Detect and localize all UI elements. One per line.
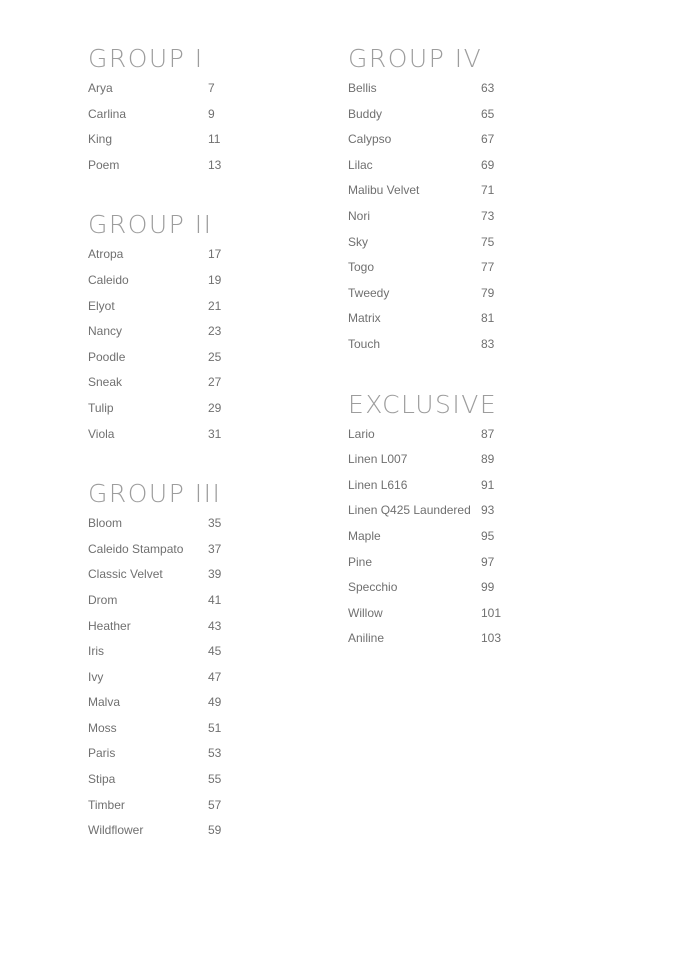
entry-page-number: 99 — [481, 580, 495, 595]
toc-entry — [348, 447, 501, 473]
entry-page-number: 81 — [481, 311, 495, 326]
toc-group — [88, 210, 221, 447]
group-heading: EXCLUSIVE — [348, 389, 498, 419]
entry-name: Willow — [348, 605, 383, 620]
toc-entry — [348, 127, 501, 153]
entry-page-number: 79 — [481, 285, 495, 300]
toc-entry — [88, 242, 221, 268]
entry-name: Nancy — [88, 324, 123, 339]
entry-page-number: 57 — [208, 797, 222, 812]
entry-name: Classic Velvet — [88, 567, 163, 582]
entry-name: Linen L007 — [348, 452, 408, 467]
toc-entry — [88, 665, 221, 691]
toc-entry — [88, 76, 221, 102]
entry-name: Malva — [88, 695, 121, 710]
entry-name: Stipa — [88, 772, 116, 787]
entry-name: Maple — [348, 528, 381, 543]
group-heading: GROUP IV — [348, 44, 483, 73]
entry-name: Bloom — [88, 516, 123, 531]
entry-page-number: 69 — [481, 157, 495, 172]
entry-page-number: 101 — [481, 605, 502, 620]
entry-name: Linen L616 — [348, 477, 408, 492]
entry-page-number: 71 — [481, 183, 495, 198]
entry-name: Tweedy — [348, 285, 390, 300]
entry-name: Specchio — [348, 580, 398, 595]
entry-page-number: 77 — [481, 260, 495, 275]
toc-entry — [88, 639, 221, 665]
entry-page-number: 59 — [208, 823, 222, 838]
entry-page-number: 67 — [481, 132, 495, 147]
toc-column-left — [88, 44, 221, 876]
entry-page-number: 73 — [481, 208, 495, 223]
toc-entry — [88, 422, 221, 448]
group-heading: GROUP III — [88, 479, 222, 509]
toc-group — [348, 390, 501, 652]
entry-name: Caleido Stampato — [88, 541, 184, 556]
entry-name: Sneak — [88, 375, 123, 390]
toc-entry — [348, 332, 501, 358]
entry-name: Sky — [348, 234, 369, 249]
toc-entry — [348, 473, 501, 499]
toc-entry — [88, 396, 221, 422]
toc-entry — [88, 767, 221, 793]
entry-name: Calypso — [348, 132, 392, 147]
entry-name: Viola — [88, 426, 115, 441]
entry-name: Drom — [88, 592, 118, 607]
entry-name: Arya — [88, 81, 113, 95]
toc-entry — [88, 741, 221, 767]
entry-page-number: 27 — [208, 375, 222, 390]
toc-entry — [88, 562, 221, 588]
entry-page-number: 9 — [208, 106, 215, 121]
toc-entry — [348, 524, 501, 550]
entry-page-number: 13 — [208, 157, 222, 172]
entry-name: Elyot — [88, 298, 115, 313]
entry-page-number: 11 — [208, 132, 221, 147]
entry-page-number: 83 — [481, 336, 495, 351]
toc-entry — [348, 306, 501, 332]
entry-name: Bellis — [348, 81, 377, 95]
entry-page-number: 31 — [208, 426, 222, 441]
entry-name: Lilac — [348, 157, 373, 172]
toc-entry — [88, 294, 221, 320]
entry-name: Ivy — [88, 669, 104, 684]
group-heading: GROUP II — [88, 210, 213, 240]
group-heading: GROUP I — [88, 44, 204, 73]
entry-page-number: 87 — [481, 426, 495, 441]
toc-entry — [348, 498, 501, 524]
entry-name: Moss — [88, 720, 117, 735]
toc-entry — [348, 255, 501, 281]
entry-name: Matrix — [348, 311, 381, 326]
toc-column-right — [348, 44, 501, 684]
toc-entry — [88, 588, 221, 614]
toc-entry — [348, 230, 501, 256]
entry-page-number: 51 — [208, 720, 222, 735]
entry-name: Togo — [348, 260, 375, 275]
toc-group — [88, 479, 221, 844]
entry-name: Linen Q425 Laundered — [348, 503, 471, 518]
entry-page-number: 103 — [481, 631, 502, 646]
entry-name: Atropa — [88, 247, 124, 262]
toc-entry — [88, 614, 221, 640]
entry-name: Buddy — [348, 106, 383, 121]
entry-name: Lario — [348, 426, 375, 441]
entry-page-number: 63 — [481, 81, 495, 95]
toc-entry — [348, 550, 501, 576]
toc-entry — [88, 153, 221, 179]
entry-page-number: 7 — [208, 81, 215, 95]
toc-entry — [88, 537, 221, 563]
toc-entry — [348, 178, 501, 204]
toc-entry — [88, 102, 221, 128]
entry-page-number: 43 — [208, 618, 222, 633]
toc-entry — [348, 601, 501, 627]
toc-entry — [348, 422, 501, 448]
entry-name: Paris — [88, 746, 116, 761]
toc-entry — [88, 319, 221, 345]
entry-name: Touch — [348, 336, 381, 351]
entry-page-number: 47 — [208, 669, 222, 684]
entry-name: King — [88, 132, 113, 147]
entry-page-number: 17 — [208, 247, 222, 262]
entry-page-number: 41 — [208, 592, 222, 607]
entry-page-number: 49 — [208, 695, 222, 710]
entry-name: Iris — [88, 644, 104, 659]
entry-name: Malibu Velvet — [348, 183, 420, 198]
entry-name: Tulip — [88, 400, 114, 415]
toc-entry — [348, 281, 501, 307]
entry-name: Timber — [88, 797, 125, 812]
entry-name: Heather — [88, 618, 131, 633]
toc-entry — [88, 370, 221, 396]
entry-page-number: 35 — [208, 516, 222, 531]
toc-entry — [88, 818, 221, 844]
entry-name: Carlina — [88, 106, 127, 121]
entry-page-number: 19 — [208, 272, 222, 287]
toc-entry — [348, 575, 501, 601]
entry-name: Wildflower — [88, 823, 144, 838]
entry-page-number: 97 — [481, 554, 495, 569]
entry-name: Caleido — [88, 272, 129, 287]
toc-entry — [348, 204, 501, 230]
toc-entry — [348, 153, 501, 179]
entry-page-number: 25 — [208, 349, 222, 364]
entry-name: Aniline — [348, 631, 385, 646]
toc-entry — [88, 268, 221, 294]
toc-entry — [88, 127, 221, 153]
entry-page-number: 53 — [208, 746, 222, 761]
toc-entry — [88, 716, 221, 742]
entry-page-number: 65 — [481, 106, 495, 121]
entry-page-number: 95 — [481, 528, 495, 543]
toc-entry — [88, 793, 221, 819]
toc-group — [88, 44, 221, 178]
entry-page-number: 75 — [481, 234, 495, 249]
entry-page-number: 93 — [481, 503, 495, 518]
entry-page-number: 45 — [208, 644, 222, 659]
toc-entry — [348, 76, 501, 102]
entry-page-number: 39 — [208, 567, 222, 582]
entry-name: Pine — [348, 554, 373, 569]
toc-entry — [348, 626, 501, 652]
toc-entry — [88, 511, 221, 537]
entry-page-number: 55 — [208, 772, 222, 787]
toc-entry — [88, 345, 221, 371]
toc-group — [348, 44, 501, 358]
entry-page-number: 89 — [481, 452, 495, 467]
toc-entry — [348, 102, 501, 128]
entry-page-number: 29 — [208, 400, 222, 415]
entry-page-number: 23 — [208, 324, 222, 339]
entry-name: Poodle — [88, 349, 126, 364]
entry-name: Poem — [88, 157, 120, 172]
entry-name: Nori — [348, 208, 371, 223]
entry-page-number: 91 — [481, 477, 495, 492]
entry-page-number: 37 — [208, 541, 222, 556]
entry-page-number: 21 — [208, 298, 222, 313]
toc-entry — [88, 690, 221, 716]
